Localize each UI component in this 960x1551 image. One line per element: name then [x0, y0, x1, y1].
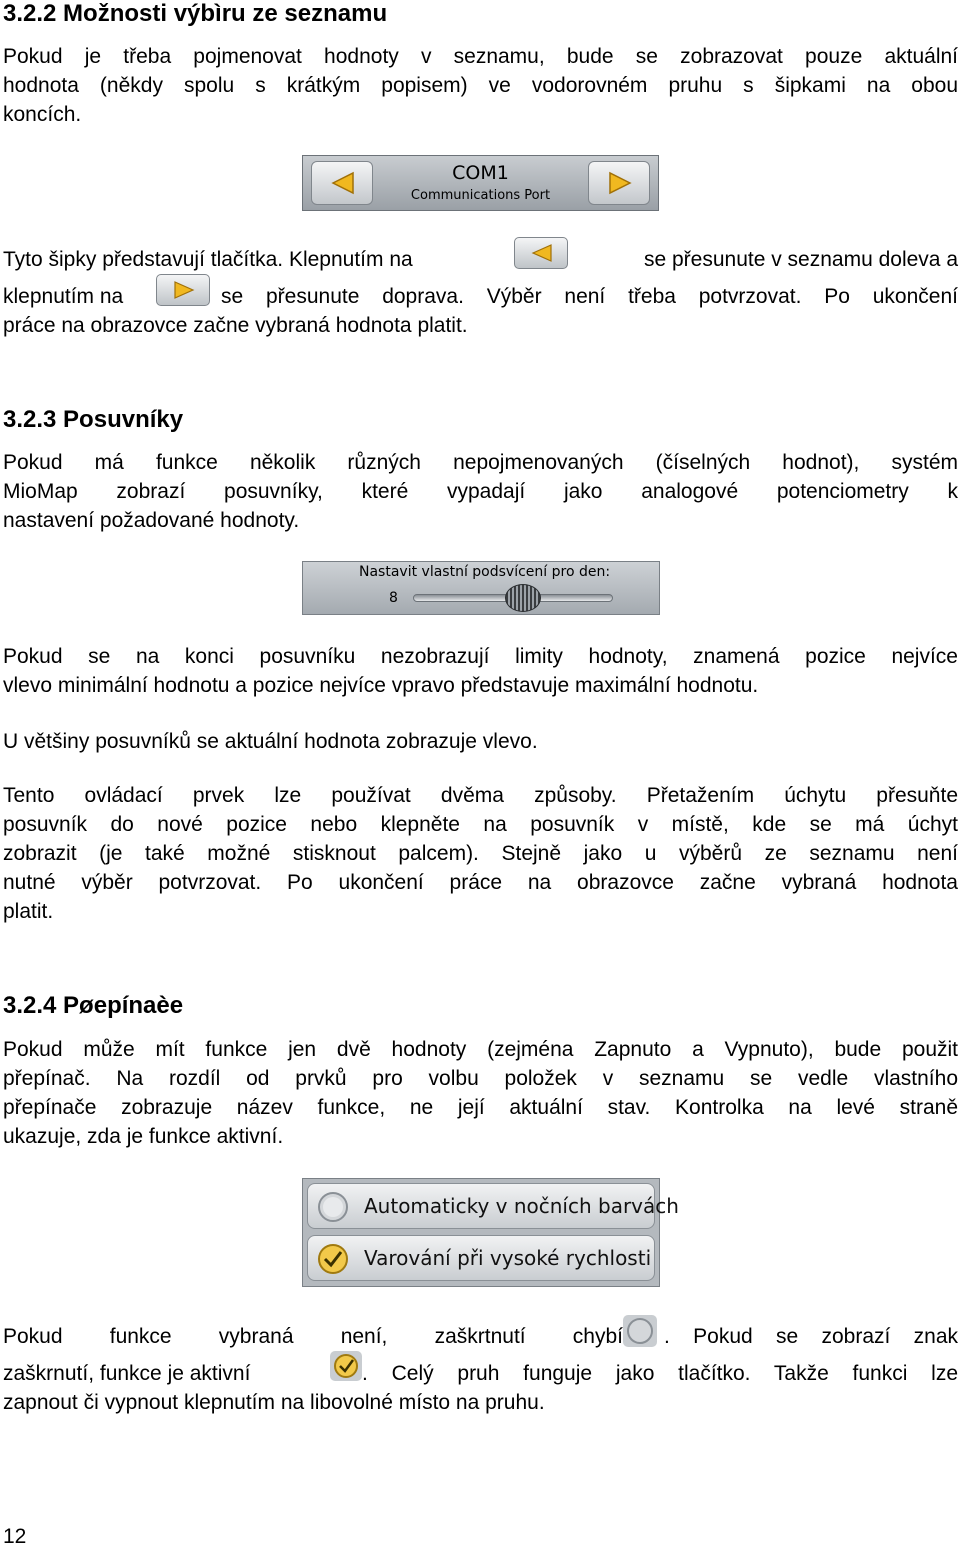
- list-selector-example: [302, 155, 659, 211]
- toggle-speed-warning[interactable]: [307, 1235, 655, 1281]
- slider-value: 8: [389, 590, 398, 606]
- list-prev-button[interactable]: [311, 161, 373, 205]
- unchecked-indicator-icon: [316, 1190, 350, 1224]
- checked-indicator-icon: [330, 1351, 362, 1381]
- s323-p2-line2: vlevo minimální hodnotu a pozice nejvíce vpravo představuje maximální hodnotu.: [3, 674, 759, 697]
- section-322-heading: 3.2.2 Možnosti výbìru ze seznamu: [3, 0, 388, 27]
- s323-p4-line5: platit.: [3, 900, 54, 923]
- s322-p1-line3: koncích.: [3, 103, 82, 126]
- slider-label: Nastavit vlastní podsvícení pro den:: [359, 564, 611, 580]
- s322-p2-line1a: Tyto šipky představují tlačítka. Klepnutím na: [3, 248, 413, 271]
- arrow-right-icon: [172, 280, 196, 300]
- toggle-night-colors-label: Automaticky v nočních barvách: [364, 1194, 679, 1218]
- arrow-left-icon: [530, 243, 554, 263]
- checked-indicator-icon: [316, 1242, 350, 1276]
- s323-p1-line3: nastavení požadované hodnoty.: [3, 509, 300, 532]
- page-number: 12: [3, 1525, 27, 1548]
- s324-p1-line1: Pokud může mít funkce jen dvě hodnoty (zejména Zapnuto a Vypnuto), bude použit: [3, 1038, 958, 1061]
- s323-p4-line3: zobrazit (je také možné stisknout palcem). Stejně jako u výběrů ze seznamu není: [3, 842, 958, 865]
- s322-p2-line3: práce na obrazovce začne vybraná hodnota platit.: [3, 314, 468, 337]
- s324-p2-line2b: . Celý pruh funguje jako tlačítko. Takže funkci lze: [362, 1362, 958, 1385]
- s323-p3: U většiny posuvníků se aktuální hodnota zobrazuje vlevo.: [3, 730, 538, 753]
- arrow-right-icon: [606, 170, 634, 196]
- list-value-description: Communications Port: [410, 188, 551, 203]
- section-323-heading: 3.2.3 Posuvníky: [3, 406, 184, 433]
- list-next-button[interactable]: [588, 161, 650, 205]
- s324-p1-line2: přepínač. Na rozdíl od prvků pro volbu položek v seznamu se vedle vlastního: [3, 1067, 958, 1090]
- slider-example: [302, 561, 660, 615]
- toggle-speed-warning-label: Varování při vysoké rychlosti: [364, 1246, 652, 1270]
- inline-left-arrow-button: [514, 237, 568, 269]
- s324-p2-line1b: . Pokud se zobrazí znak: [664, 1325, 958, 1348]
- s322-p2-line1b: se přesunute v seznamu doleva a: [643, 248, 958, 271]
- s322-p1-line1: Pokud je třeba pojmenovat hodnoty v seznamu, bude se zobrazovat pouze aktuální: [3, 45, 958, 68]
- s323-p1-line2: MioMap zobrazí posuvníky, které vypadají jako analogové potenciometry k: [3, 480, 958, 503]
- s324-p2-line1a: Pokud funkce vybraná není, zaškrtnutí chybí: [3, 1325, 623, 1348]
- s323-p1-line1: Pokud má funkce několik různých nepojmenovaných (číselných hodnot), systém: [3, 451, 958, 474]
- list-current-value: COM1: [452, 162, 509, 184]
- toggle-night-colors[interactable]: [307, 1183, 679, 1229]
- s322-p2-line2a: klepnutím na: [3, 285, 124, 308]
- toggle-example-panel: [302, 1178, 679, 1287]
- s322-p1-line2: hodnota (někdy spolu s krátkým popisem) ve vodorovném pruhu s šipkami na obou: [3, 74, 958, 97]
- s324-p2-line3: zapnout či vypnout klepnutím na libovolné místo na pruhu.: [3, 1391, 545, 1414]
- s322-p2-line2b: se přesunute doprava. Výběr není třeba potvrzovat. Po ukončení: [221, 285, 958, 308]
- s324-p2-line2a: zaškrnutí, funkce je aktivní: [3, 1362, 251, 1385]
- slider-thumb[interactable]: [505, 584, 541, 612]
- unchecked-indicator-icon: [623, 1315, 657, 1347]
- s323-p4-line4: nutné výběr potvrzovat. Po ukončení práce na obrazovce začne vybraná hodnota: [3, 871, 958, 894]
- s323-p4-line1: Tento ovládací prvek lze používat dvěma způsoby. Přetažením úchytu přesuňte: [3, 784, 958, 807]
- section-324-heading: 3.2.4 Pøepínaèe: [3, 992, 184, 1019]
- s324-p1-line3: přepínače zobrazuje název funkce, ne její aktuální stav. Kontrolka na levé straně: [3, 1096, 958, 1119]
- s323-p4-line2: posuvník do nové pozice nebo klepněte na posuvník v místě, kde se má úchyt: [3, 813, 958, 836]
- s323-p2-line1: Pokud se na konci posuvníku nezobrazují limity hodnoty, znamená pozice nejvíce: [3, 645, 958, 668]
- arrow-left-icon: [329, 170, 357, 196]
- s324-p1-line4: ukazuje, zda je funkce aktivní.: [3, 1125, 284, 1148]
- inline-right-arrow-button: [156, 274, 210, 306]
